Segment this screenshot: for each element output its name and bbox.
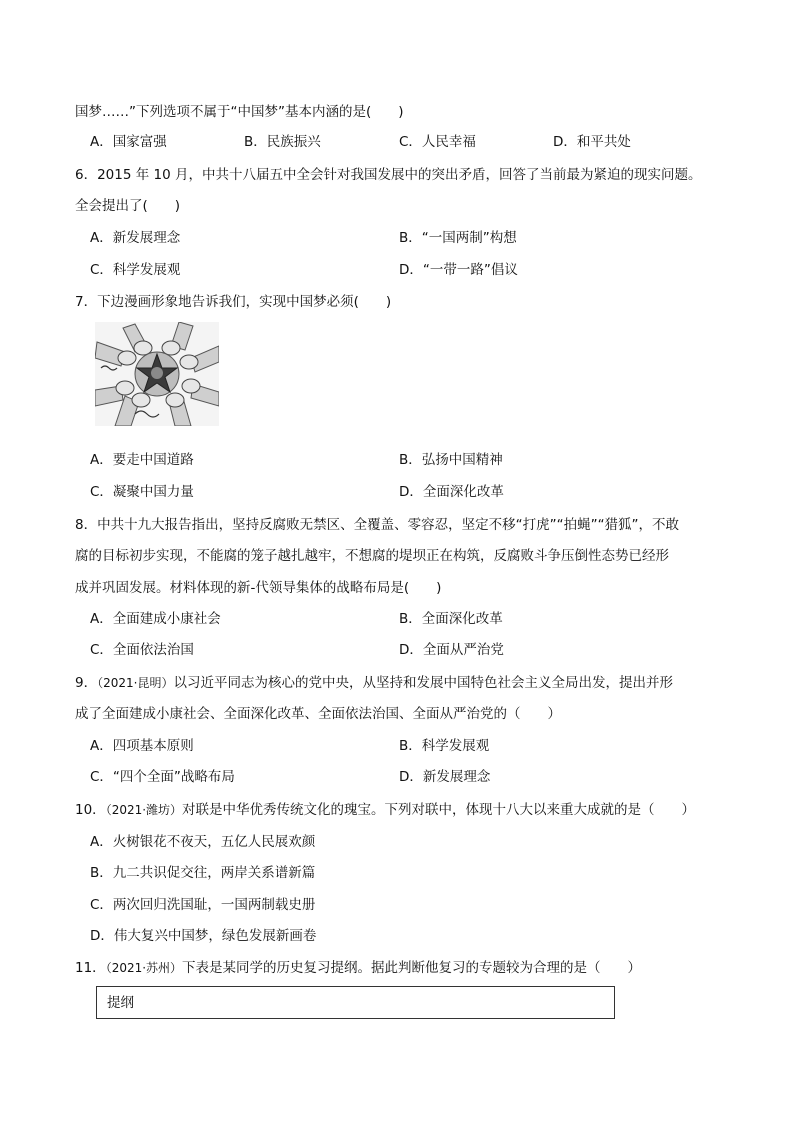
q8-stem-line2: 腐的目标初步实现，不能腐的笼子越扎越牢，不想腐的堤坝正在构筑，反腐败斗争压倒性态势已经形: [75, 548, 669, 564]
q7-option-a[interactable]: A．要走中国道路: [90, 452, 194, 468]
q8-stem-line1: 8．中共十九大报告指出，坚持反腐败无禁区、全覆盖、零容忍，坚定不移“打虎”“拍蝇”“猎狐”，不敢: [75, 517, 680, 533]
q7-option-b[interactable]: B．弘扬中国精神: [399, 452, 503, 468]
q6-option-d[interactable]: D．“一带一路”倡议: [399, 262, 518, 278]
q9-option-c[interactable]: C．“四个全面”战略布局: [90, 769, 235, 785]
q6-stem-line1: 6．2015 年 10 月，中共十八届五中全会针对我国发展中的突出矛盾，回答了当前最为紧迫的现实问题。: [75, 167, 702, 183]
q11-stem: [75, 959, 641, 977]
q7-option-c[interactable]: C．凝聚中国力量: [90, 484, 194, 500]
q8-option-a[interactable]: A．全面建成小康社会: [90, 611, 221, 627]
q11-number: 11．: [75, 960, 106, 976]
q10-option-c[interactable]: C．两次回归洗国耻，一国两制载史册: [90, 897, 316, 913]
outline-table: [96, 986, 615, 1019]
q8-option-b[interactable]: B．全面深化改革: [399, 611, 503, 627]
q10-option-d[interactable]: D．伟大复兴中国梦，绿色发展新画卷: [90, 928, 317, 944]
q8-stem-line3: 成并巩固发展。材料体现的新-代领导集体的战略布局是( ): [75, 580, 442, 596]
q10-stem-text: 对联是中华优秀传统文化的瑰宝。下列对联中，体现十八大以来重大成就的是（ ）: [182, 802, 696, 818]
q9-stem-text: 以习近平同志为核心的党中央，从坚持和发展中国特色社会主义全局出发，提出并形: [173, 675, 673, 691]
q6-option-a[interactable]: A．新发展理念: [90, 230, 181, 246]
q9-stem-line1: [75, 674, 673, 692]
q6-option-c[interactable]: C．科学发展观: [90, 262, 181, 278]
q5-stem: 国梦……”下列选项不属于“中国梦”基本内涵的是( ): [75, 104, 404, 120]
q9-source: （2021·昆明）: [97, 676, 174, 690]
q9-stem-line2: 成了全面建成小康社会、全面深化改革、全面依法治国、全面从严治党的（ ）: [75, 706, 561, 722]
q10-option-b[interactable]: B．九二共识促交往，两岸关系谱新篇: [90, 865, 316, 881]
q11-stem-text: 下表是某同学的历史复习提纲。据此判断他复习的专题较为合理的是（ ）: [182, 960, 642, 976]
outline-table-header: 提纲: [107, 995, 134, 1011]
q6-option-b[interactable]: B．“一国两制”构想: [399, 230, 517, 246]
q7-stem: 7．下边漫画形象地告诉我们，实现中国梦必须( ): [75, 294, 392, 310]
q10-source: （2021·潍坊）: [105, 803, 183, 817]
q6-stem-line2: 全会提出了( ): [75, 198, 181, 214]
q8-option-d[interactable]: D．全面从严治党: [399, 642, 504, 658]
q5-option-d[interactable]: D．和平共处: [553, 134, 631, 150]
q5-option-a[interactable]: A．国家富强: [90, 134, 167, 150]
unity-cartoon-image: [95, 322, 219, 426]
q9-option-d[interactable]: D．新发展理念: [399, 769, 491, 785]
q9-option-a[interactable]: A．四项基本原则: [90, 738, 194, 754]
q9-option-b[interactable]: B．科学发展观: [399, 738, 490, 754]
q8-option-c[interactable]: C．全面依法治国: [90, 642, 194, 658]
q5-option-c[interactable]: C．人民幸福: [399, 134, 476, 150]
q10-stem: [75, 801, 695, 819]
q10-number: 10．: [75, 802, 106, 818]
q5-option-b[interactable]: B．民族振兴: [244, 134, 321, 150]
q9-number: 9．: [75, 675, 98, 691]
q10-option-a[interactable]: A．火树银花不夜天，五亿人民展欢颜: [90, 834, 316, 850]
q11-source: （2021·苏州）: [105, 961, 183, 975]
q7-option-d[interactable]: D．全面深化改革: [399, 484, 504, 500]
